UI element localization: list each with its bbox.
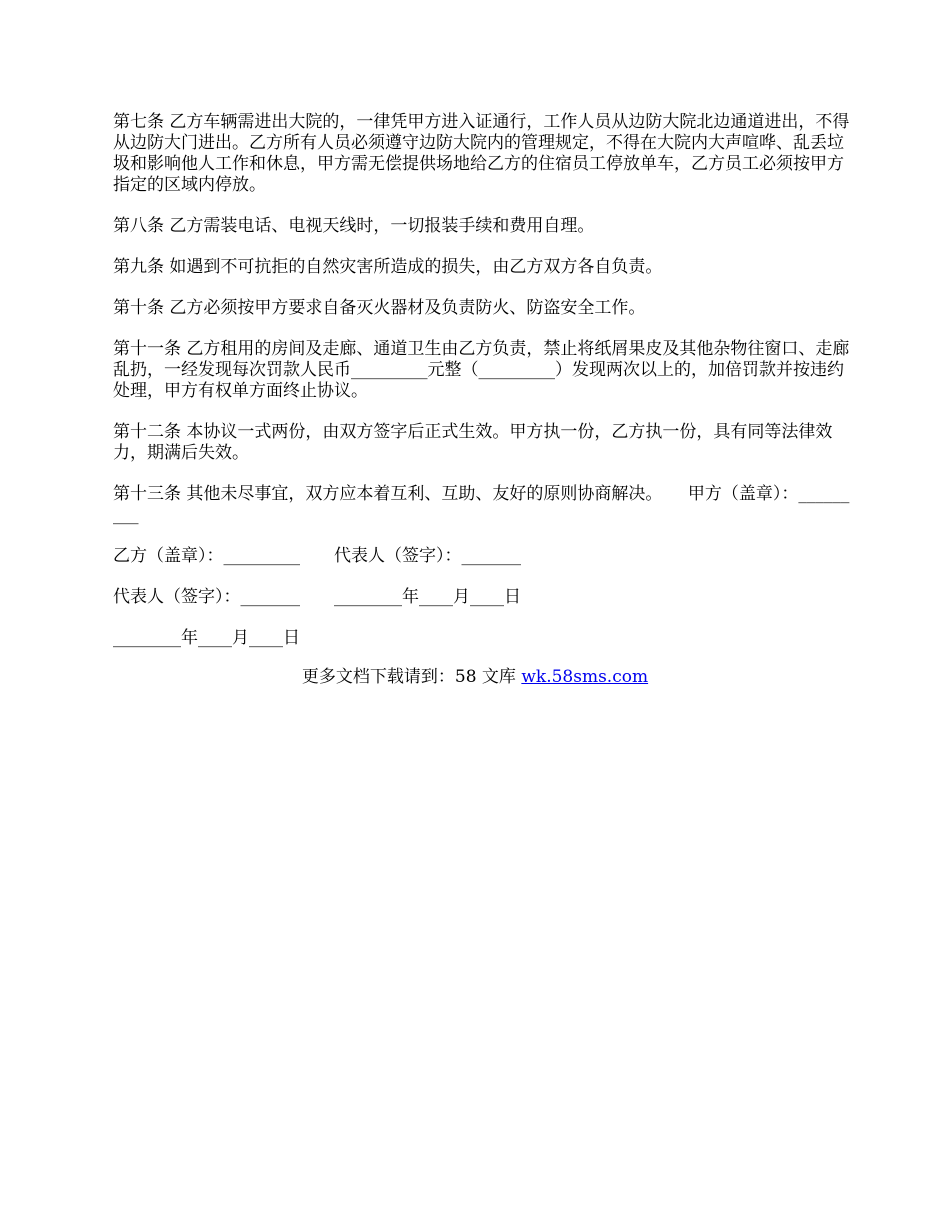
clause-7: 第七条 乙方车辆需进出大院的，一律凭甲方进入证通行，工作人员从边防大院北边通道进出，不得从边防大门进出。乙方所有人员必须遵守边防大院内的管理规定，不得在大院内大声喧哗、乱丢垃圾和影响他人工作和休息，甲方需无偿提供场地给乙方的住宿员工停放单车，乙方员工必须按甲方指定的区域内停放。 xyxy=(113,112,850,195)
clause-10: 第十条 乙方必须按甲方要求自备灭火器材及负责防火、防盗安全工作。 xyxy=(113,298,646,318)
document-body xyxy=(113,112,853,669)
representative-date-line: 代表人（签字）：_______ ________年____月____日 xyxy=(113,587,521,607)
footer-link[interactable]: wk.58sms.com xyxy=(521,667,649,687)
download-footer xyxy=(0,667,950,688)
footer-text: 更多文档下载请到：58 文库 xyxy=(301,667,522,687)
clause-11: 第十一条 乙方租用的房间及走廊、通道卫生由乙方负责，禁止将纸屑果皮及其他杂物往窗口、走廊乱扔，一经发现每次罚款人民币_________元整（_________）发现两次以上的，加倍罚款并按违约处理，甲方有权单方面终止协议。 xyxy=(113,339,850,401)
clause-9: 第九条 如遇到不可抗拒的自然灾害所造成的损失，由乙方双方各自负责。 xyxy=(113,257,663,277)
clause-13: 第十三条 其他未尽事宜，双方应本着互利、互助、友好的原则协商解决。 甲方（盖章）：_________ xyxy=(113,484,850,525)
party-b-signature-line: 乙方（盖章）：_________ 代表人（签字）：_______ xyxy=(113,546,521,566)
date-line: ________年____月____日 xyxy=(113,628,300,648)
clause-12: 第十二条 本协议一式两份，由双方签字后正式生效。甲方执一份，乙方执一份，具有同等法律效力，期满后失效。 xyxy=(113,422,833,463)
clause-8: 第八条 乙方需装电话、电视天线时，一切报装手续和费用自理。 xyxy=(113,216,595,236)
